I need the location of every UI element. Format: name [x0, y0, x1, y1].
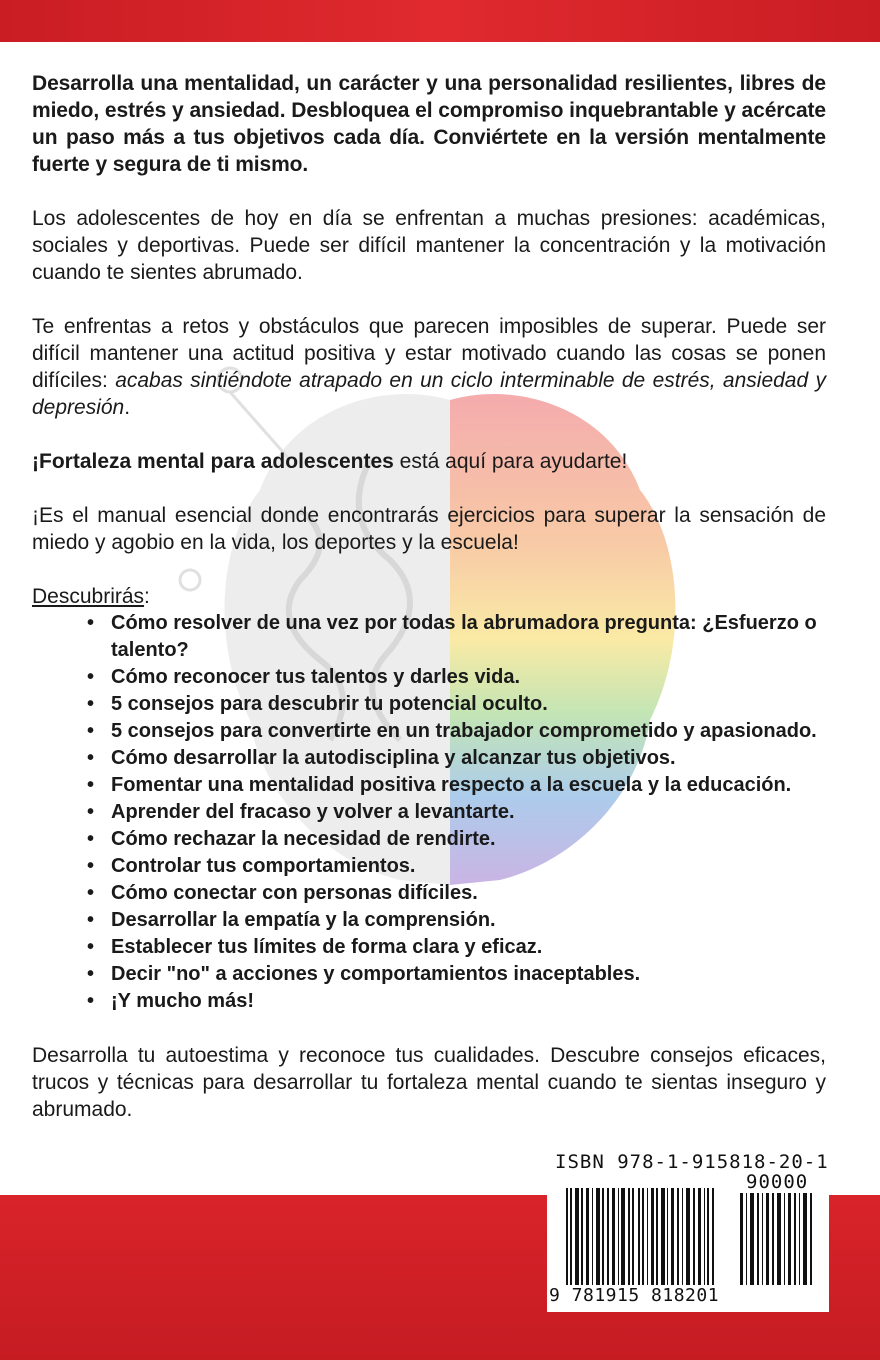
- paragraph-challenges-italic: acabas sintiéndote atrapado en un ciclo interminable de estrés, ansiedad y depresión: [32, 369, 826, 419]
- ean-digits: 9 781915 818201: [549, 1285, 720, 1306]
- paragraph-manual: ¡Es el manual esencial donde encontrarás ejercicios para superar la sensación de miedo y agobio en la vida, los deportes y la escuela!: [32, 504, 826, 554]
- back-cover-text: [32, 70, 826, 1150]
- list-item: • 5 consejos para convertirte en un trabajador comprometido y apasionado.: [87, 718, 826, 745]
- paragraph-challenges-text: Te enfrentas a retos y obstáculos que parecen imposibles de superar. Puede ser difícil mantener una actitud positiva y estar motivado cuando las cosas se ponen difíciles:: [32, 315, 826, 392]
- list-item: • Controlar tus comportamientos.: [87, 853, 826, 880]
- price-barcode: [740, 1193, 820, 1288]
- price-code: 90000: [746, 1171, 809, 1193]
- paragraph-title-callout: [32, 448, 826, 475]
- closing-paragraph: Desarrolla tu autoestima y reconoce tus cualidades. Descubre consejos eficaces, trucos y técnicas para desarrollar tu fortaleza mental cuando te sientas inseguro y abrumado.: [32, 1044, 826, 1121]
- list-item: • ¡Y mucho más!: [87, 988, 826, 1015]
- intro-paragraph: Desarrolla una mentalidad, un carácter y una personalidad resilientes, libres de miedo, estrés y ansiedad. Desbloquea el compromiso inquebrantable y acércate un paso más a tus objetivos cada día. Conviértete en la versión mentalmente fuerte y segura de ti mismo.: [32, 72, 826, 176]
- discover-label: Descubrirás: [32, 585, 145, 608]
- list-item: • Fomentar una mentalidad positiva respecto a la escuela y la educación.: [87, 772, 826, 799]
- list-item: • Cómo rechazar la necesidad de rendirte.: [87, 826, 826, 853]
- paragraph-pressures: Los adolescentes de hoy en día se enfrentan a muchas presiones: académicas, sociales y deportivas. Puede ser difícil mantener la concentración y la motivación cuando te sientes abrumado.: [32, 207, 826, 284]
- discover-heading: [32, 583, 826, 610]
- list-item: • 5 consejos para descubrir tu potencial oculto.: [87, 691, 826, 718]
- discover-colon: :: [144, 585, 150, 608]
- isbn-label: ISBN 978-1-915818-20-1: [555, 1151, 829, 1173]
- list-item: • Aprender del fracaso y volver a levantarte.: [87, 799, 826, 826]
- list-item: • Cómo desarrollar la autodisciplina y alcanzar tus objetivos.: [87, 745, 826, 772]
- top-red-band: [0, 0, 880, 42]
- list-item: • Cómo conectar con personas difíciles.: [87, 880, 826, 907]
- discover-list: [32, 610, 826, 1015]
- book-title: ¡Fortaleza mental para adolescentes: [32, 450, 394, 473]
- list-item: • Desarrollar la empatía y la comprensión.: [87, 907, 826, 934]
- list-item: • Decir "no" a acciones y comportamientos inaceptables.: [87, 961, 826, 988]
- list-item: • Cómo resolver de una vez por todas la abrumadora pregunta: ¿Esfuerzo o talento?: [87, 610, 826, 664]
- list-item: • Establecer tus límites de forma clara y eficaz.: [87, 934, 826, 961]
- callout-rest: está aquí para ayudarte!: [393, 450, 628, 473]
- paragraph-challenges: [32, 313, 826, 421]
- list-item: • Cómo reconocer tus talentos y darles vida.: [87, 664, 826, 691]
- paragraph-challenges-end: .: [124, 396, 131, 419]
